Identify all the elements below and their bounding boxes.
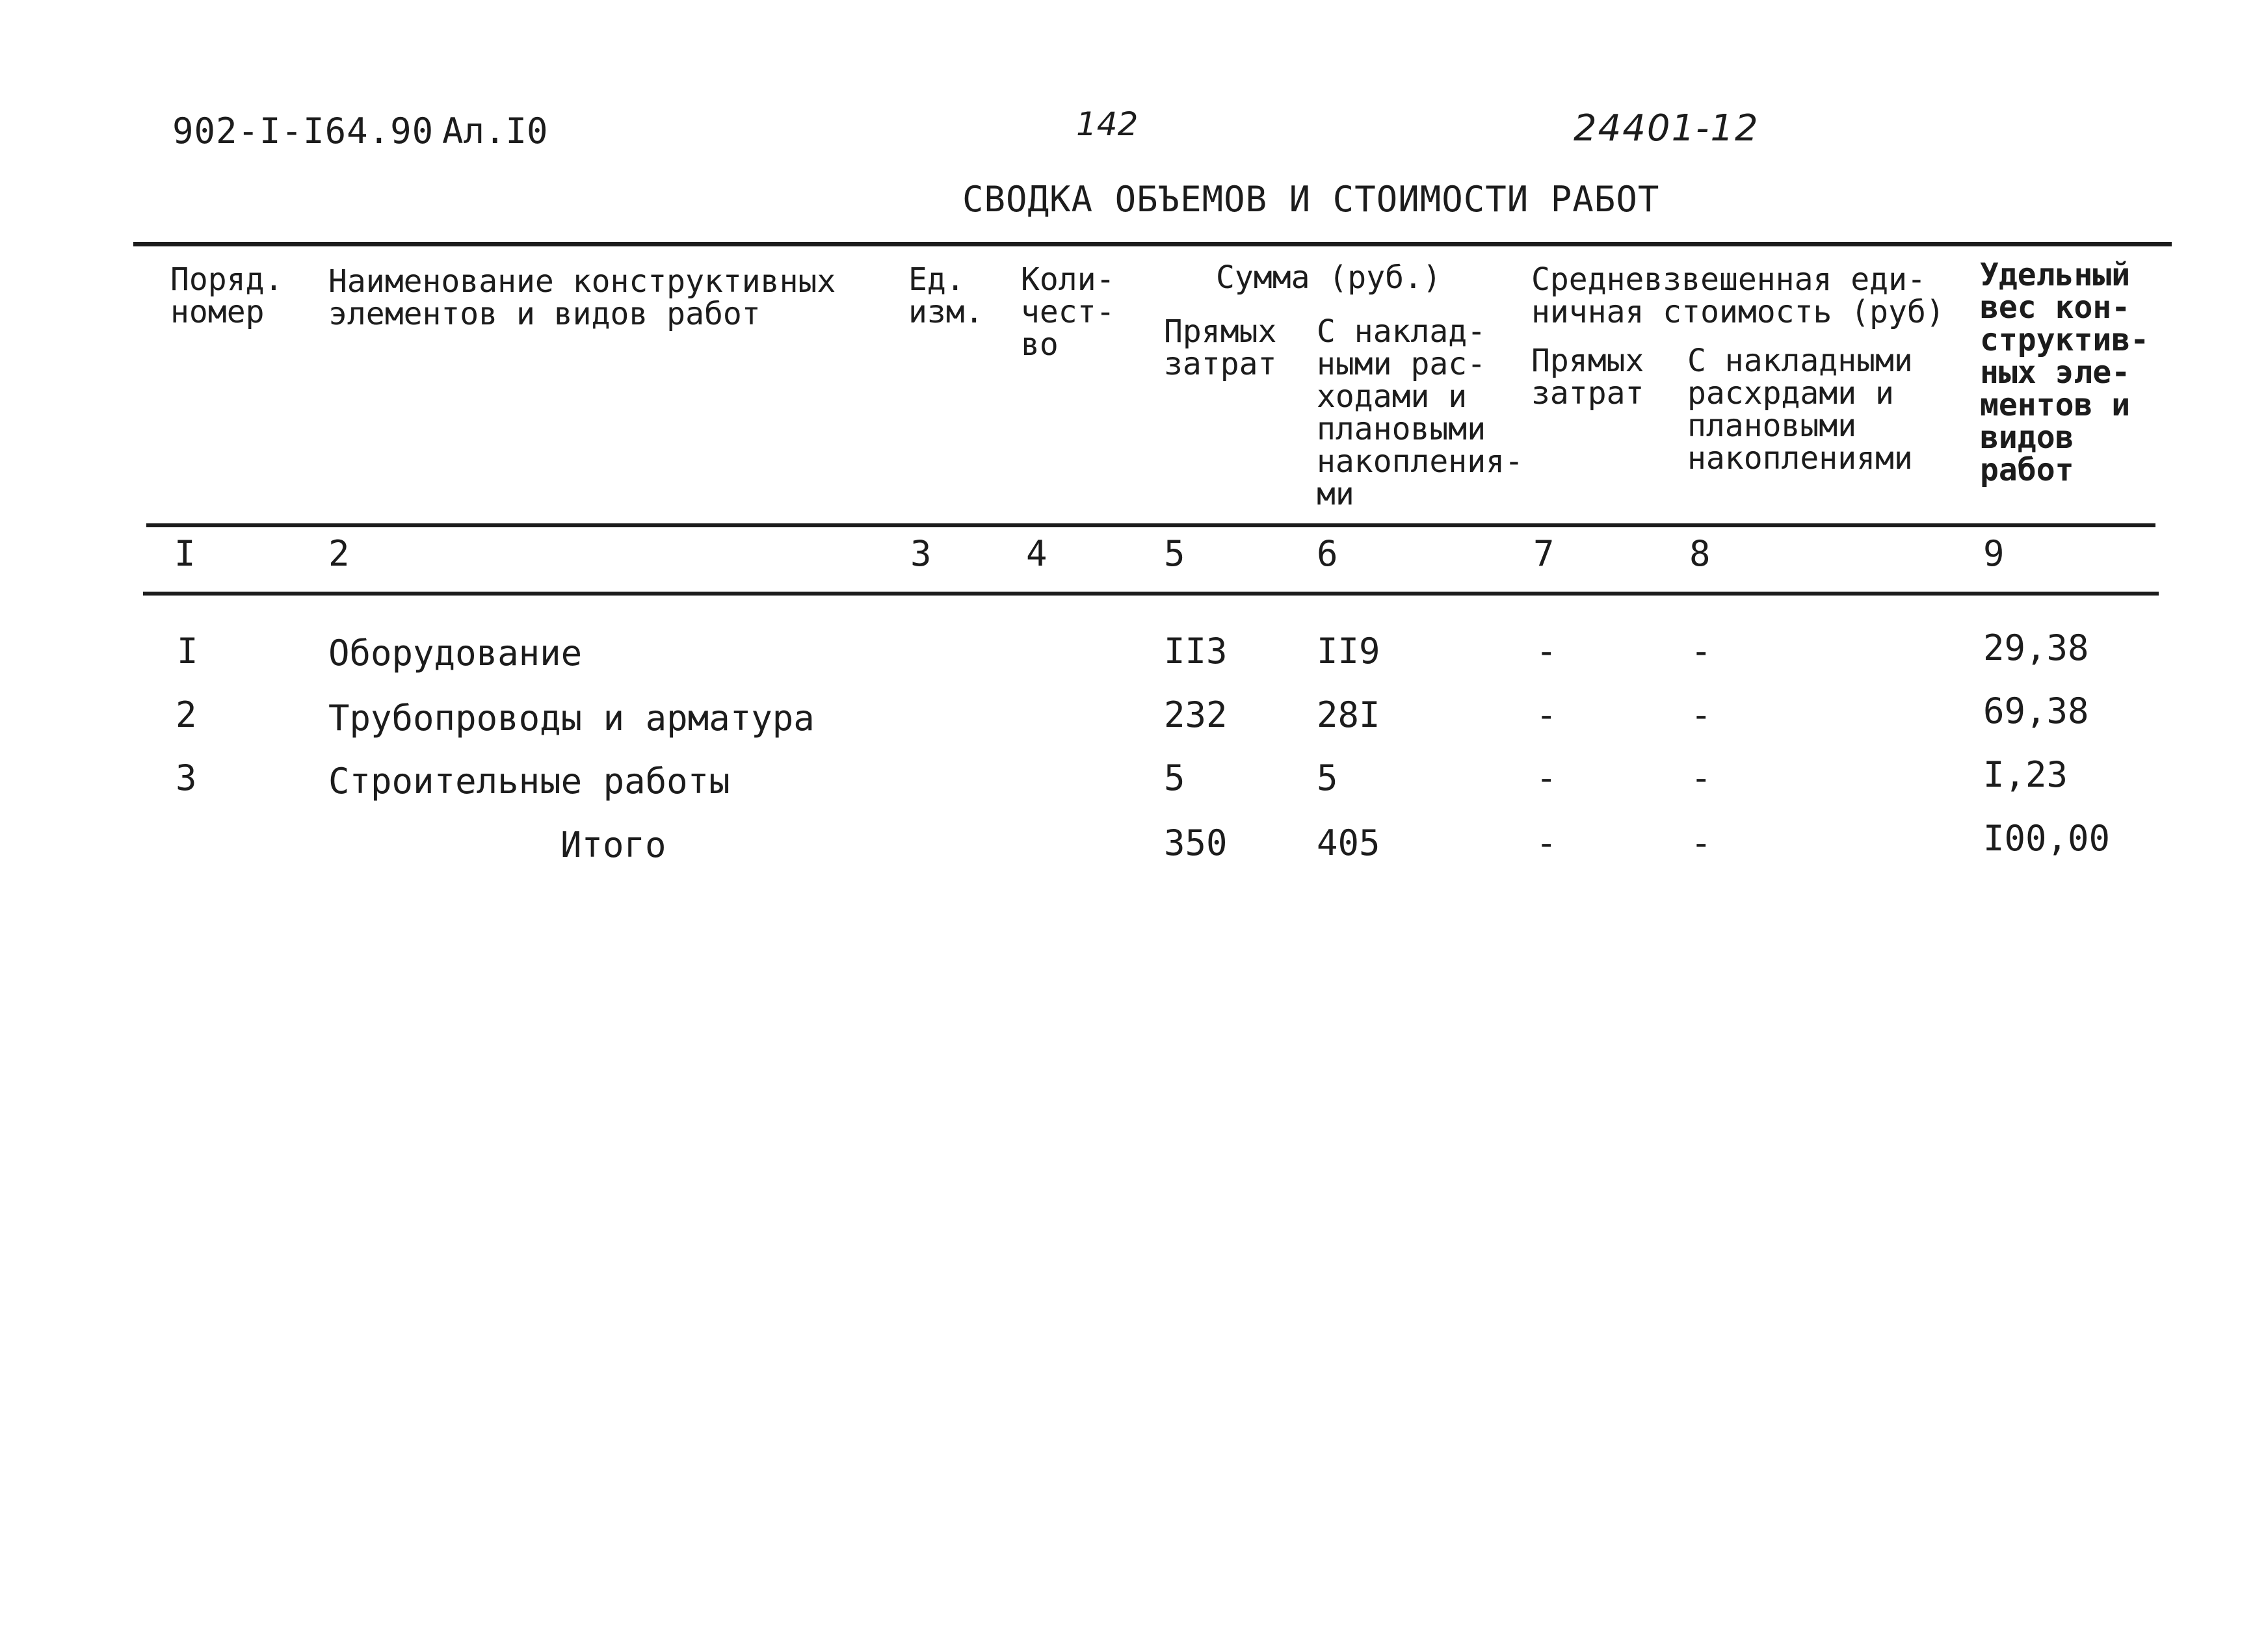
page-number: 142 <box>1076 105 1139 143</box>
table-top-rule <box>133 242 2172 246</box>
row-1-name: Оборудование <box>328 633 583 674</box>
header-item-name: Наименование конструктивных элементов и видов работ <box>328 263 836 332</box>
column-number-1: I <box>174 533 196 574</box>
total-direct: 350 <box>1164 822 1228 863</box>
row-3-direct: 5 <box>1164 757 1185 798</box>
header-avg-direct: Прямых затрат <box>1531 343 1644 412</box>
total-label: Итого <box>560 824 666 865</box>
header-sum-direct: Прямых затрат <box>1164 313 1277 382</box>
column-number-3: 3 <box>910 533 932 574</box>
header-avg-overhead: С накладными расхрдами и плановыми накоплениями <box>1687 343 1913 477</box>
header-share: Удельный вес кон- структив- ных эле- ментов и видов работ <box>1980 257 2150 488</box>
column-number-2: 2 <box>328 533 350 574</box>
row-1-avg-overhead: - <box>1691 631 1712 672</box>
row-1-number: I <box>177 631 198 672</box>
row-2-direct: 232 <box>1164 694 1228 735</box>
row-3-name: Строительные работы <box>328 761 730 802</box>
row-2-share: 69,38 <box>1983 690 2089 731</box>
column-number-8: 8 <box>1689 533 1711 574</box>
row-1-share: 29,38 <box>1983 627 2089 668</box>
row-1-direct: II3 <box>1164 631 1228 672</box>
reference-number: 24401-12 <box>1574 107 1759 150</box>
column-number-rule <box>143 592 2159 596</box>
header-quantity: Коли- чест- во <box>1021 261 1115 363</box>
column-number-4: 4 <box>1026 533 1047 574</box>
total-share: I00,00 <box>1983 818 2111 859</box>
header-unit: Ед. изм. <box>908 261 984 330</box>
header-sum-group: Сумма (руб.) <box>1216 259 1442 296</box>
column-number-5: 5 <box>1164 533 1185 574</box>
total-avg-overhead: - <box>1691 822 1712 863</box>
row-3-avg-direct: - <box>1536 757 1557 798</box>
header-avg-group: Средневзвешенная еди- ничная стоимость (руб) <box>1531 261 1945 330</box>
header-sum-overhead: С наклад- ными рас- ходами и плановыми накопления- ми <box>1317 313 1523 512</box>
row-2-number: 2 <box>176 694 197 735</box>
column-number-6: 6 <box>1317 533 1338 574</box>
row-2-name: Трубопроводы и арматура <box>328 698 815 739</box>
row-1-avg-direct: - <box>1536 631 1557 672</box>
row-3-avg-overhead: - <box>1691 757 1712 798</box>
document-code: 902-I-I64.90 <box>172 111 434 151</box>
header-order-number: Поряд. номер <box>170 261 283 330</box>
header-bottom-rule <box>146 523 2155 527</box>
row-2-overhead: 28I <box>1317 694 1380 735</box>
row-1-overhead: II9 <box>1317 631 1380 672</box>
row-3-overhead: 5 <box>1317 757 1338 798</box>
sheet-label: Ал.I0 <box>442 111 548 151</box>
column-number-9: 9 <box>1983 533 2005 574</box>
row-2-avg-direct: - <box>1536 694 1557 735</box>
column-number-7: 7 <box>1533 533 1555 574</box>
table-title: СВОДКА ОБЪЕМОВ И СТОИМОСТИ РАБОТ <box>962 179 1660 220</box>
total-overhead: 405 <box>1317 822 1380 863</box>
row-3-number: 3 <box>176 757 197 798</box>
row-2-avg-overhead: - <box>1691 694 1712 735</box>
total-avg-direct: - <box>1536 822 1557 863</box>
row-3-share: I,23 <box>1983 754 2068 795</box>
